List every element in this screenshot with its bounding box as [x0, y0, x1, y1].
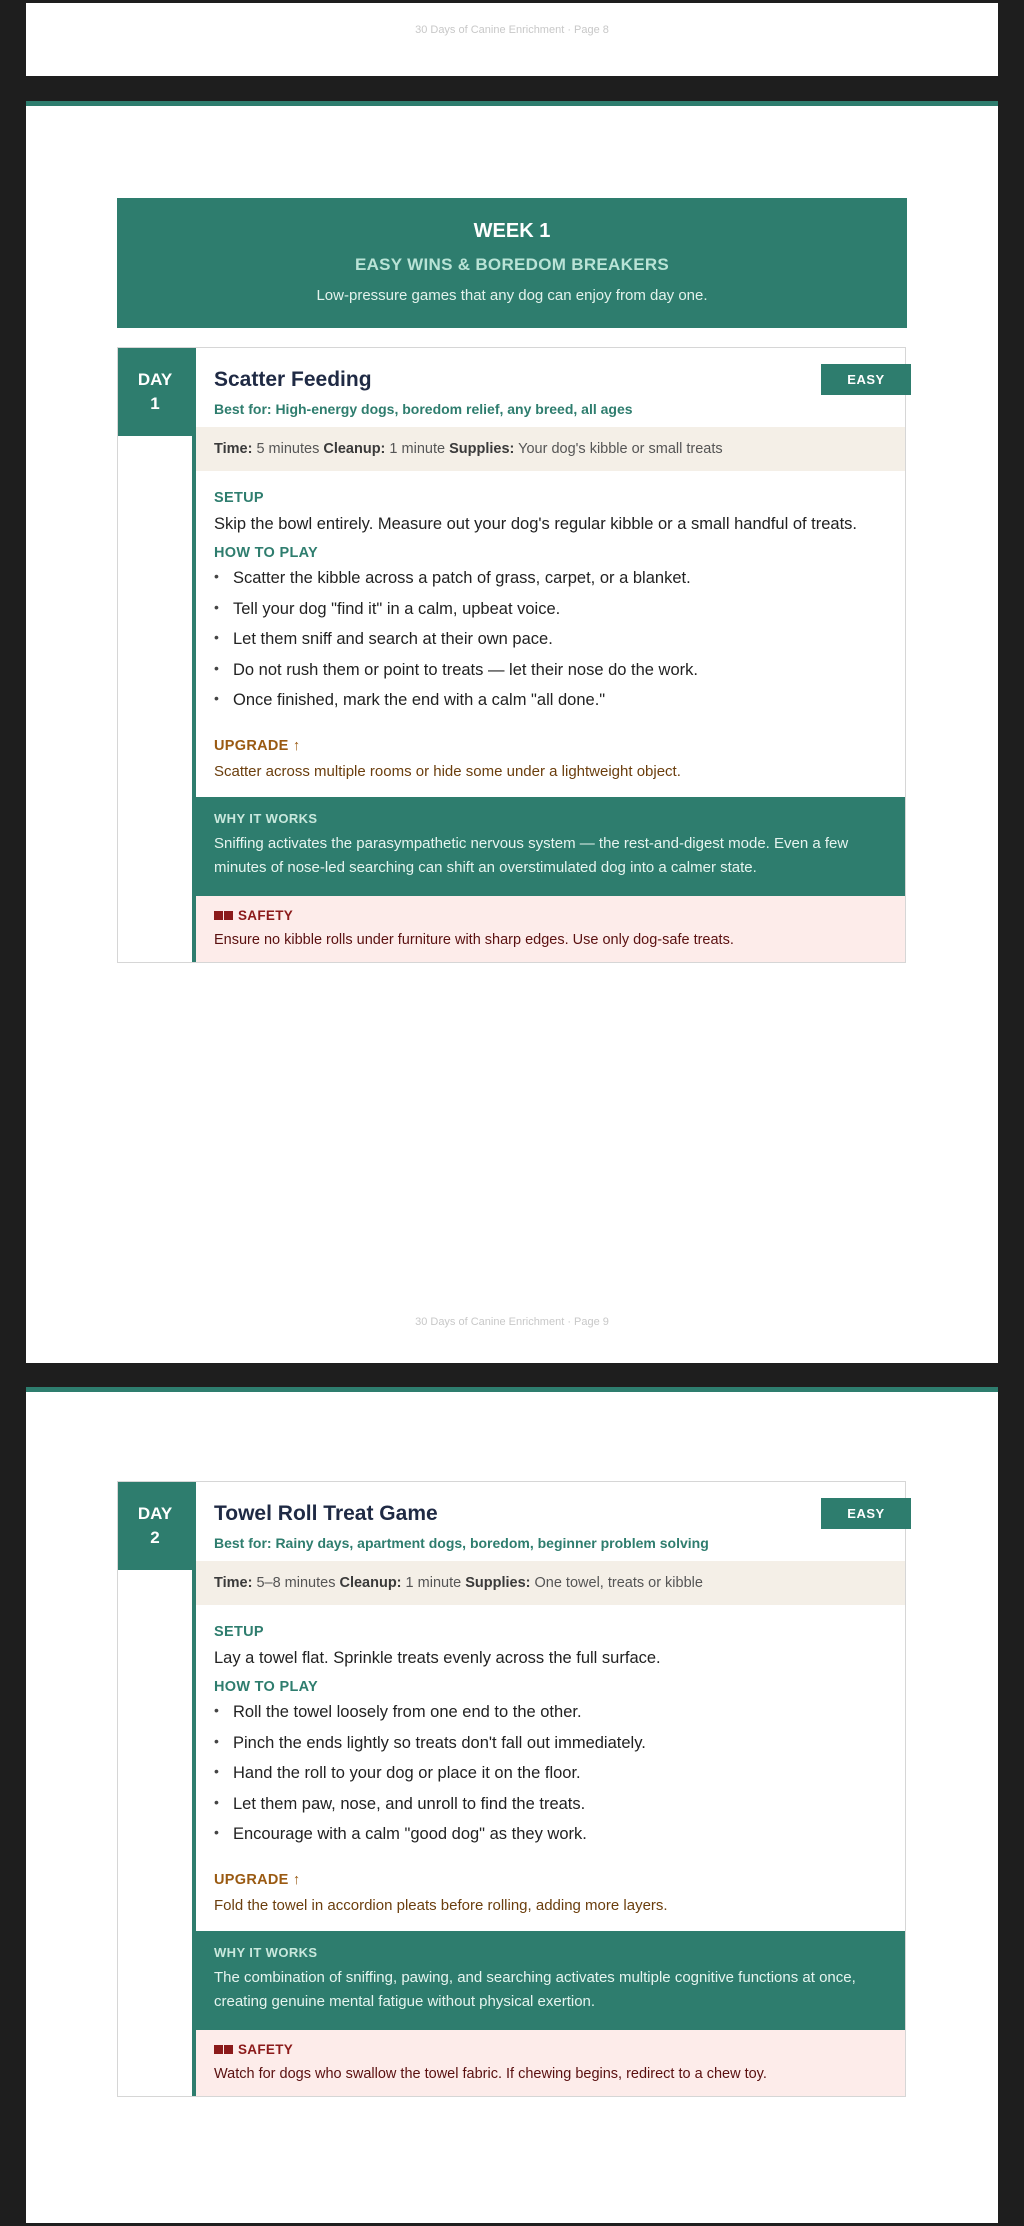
activity-title: Towel Roll Treat Game	[214, 1502, 438, 1525]
day-card-1	[117, 347, 906, 963]
day-card-2	[117, 1481, 906, 2097]
time-label: Time:	[214, 1575, 253, 1591]
step-item	[214, 1795, 905, 1826]
card-rail	[118, 1482, 196, 2096]
step-text: Do not rush them or point to treats — let their nose do the work.	[233, 660, 698, 679]
day-number: 1	[150, 394, 160, 413]
meta-bar	[196, 427, 905, 471]
setup-heading: SETUP	[214, 490, 264, 506]
safety-heading	[214, 2042, 887, 2057]
how-to-play-heading: HOW TO PLAY	[214, 545, 319, 561]
bullet-icon: •	[214, 1763, 219, 1779]
step-text: Scatter the kibble across a patch of grass, carpet, or a blanket.	[233, 569, 691, 587]
week-title: WEEK 1	[473, 220, 551, 242]
bullet-icon: •	[214, 1732, 219, 1749]
bullet-icon: •	[214, 1824, 219, 1840]
cleanup-value: 1 minute	[389, 441, 446, 457]
step-item	[214, 1734, 905, 1765]
step-item	[214, 661, 905, 692]
bullet-icon: •	[214, 629, 219, 645]
day-number-box	[118, 1482, 192, 1570]
why-text: Sniffing activates the parasympathetic nervous system — the rest-and-digest mode. Even a few minutes of nose-led searching can shift an overstimulated dog into a calmer state.	[214, 834, 849, 876]
safety-panel	[196, 896, 905, 962]
best-for: Best for: Rainy days, apartment dogs, boredom, beginner problem solving	[214, 1535, 709, 1551]
steps-list	[196, 1703, 905, 1856]
cleanup-value: 1 minute	[405, 1575, 462, 1591]
step-item	[214, 691, 905, 722]
difficulty-badge: EASY	[821, 364, 911, 395]
safety-panel	[196, 2030, 905, 2096]
time-value: 5 minutes	[256, 441, 320, 457]
step-text: Hand the roll to your dog or place it on the floor.	[233, 1764, 581, 1782]
step-item	[214, 630, 905, 661]
bullet-icon: •	[214, 659, 219, 676]
supplies-value: One towel, treats or kibble	[534, 1575, 703, 1591]
week-subtitle: EASY WINS & BOREDOM BREAKERS	[354, 255, 670, 274]
day-label: DAY	[137, 370, 173, 389]
step-item	[214, 569, 905, 600]
cleanup-label: Cleanup:	[339, 1575, 402, 1591]
step-text: Encourage with a calm "good dog" as they work.	[233, 1825, 587, 1843]
card-rail	[118, 348, 196, 962]
day-number: 2	[150, 1528, 160, 1547]
bullet-icon: •	[214, 1702, 219, 1718]
step-text: Let them sniff and search at their own pace.	[233, 630, 553, 648]
upgrade-heading: UPGRADE ↑	[214, 1871, 301, 1888]
page-10	[26, 1387, 998, 2223]
time-label: Time:	[214, 441, 253, 457]
upgrade-text: Scatter across multiple rooms or hide some under a lightweight object.	[214, 762, 681, 780]
step-item	[214, 1764, 905, 1795]
setup-heading: SETUP	[214, 1624, 264, 1640]
safety-label: SAFETY	[238, 2041, 294, 2057]
why-heading: WHY IT WORKS	[214, 1944, 318, 1960]
warning-icon	[214, 911, 234, 920]
why-text: The combination of sniffing, pawing, and searching activates multiple cognitive functions at once, creating genuine mental fatigue without physical exertion.	[214, 1968, 856, 2010]
warning-icon	[214, 2045, 234, 2054]
step-item	[214, 1825, 905, 1856]
why-it-works-panel	[196, 797, 905, 896]
cleanup-label: Cleanup:	[323, 441, 386, 457]
upgrade-heading: UPGRADE ↑	[214, 737, 301, 754]
week-description: Low-pressure games that any dog can enjoy from day one.	[316, 287, 708, 304]
page-9	[26, 101, 998, 1363]
steps-list	[196, 569, 905, 722]
why-it-works-panel	[196, 1931, 905, 2030]
supplies-label: Supplies:	[465, 1575, 531, 1591]
day-label: DAY	[137, 1504, 173, 1523]
best-for: Best for: High-energy dogs, boredom relief, any breed, all ages	[214, 401, 633, 417]
page-8	[26, 3, 998, 76]
setup-text: Lay a towel flat. Sprinkle treats evenly across the full surface.	[214, 1649, 661, 1667]
week-banner	[117, 198, 907, 328]
page-footer: 30 Days of Canine Enrichment · Page 9	[415, 1316, 609, 1328]
step-text: Once finished, mark the end with a calm "all done."	[233, 691, 606, 709]
why-heading: WHY IT WORKS	[214, 810, 318, 826]
setup-text: Skip the bowl entirely. Measure out your dog's regular kibble or a small handful of treats.	[214, 515, 858, 533]
supplies-label: Supplies:	[449, 441, 515, 457]
safety-text: Watch for dogs who swallow the towel fabric. If chewing begins, redirect to a chew toy.	[214, 2065, 767, 2082]
difficulty-badge: EASY	[821, 1498, 911, 1529]
bullet-icon: •	[214, 690, 219, 706]
safety-heading	[214, 908, 887, 923]
day-number-box	[118, 348, 192, 436]
bullet-icon: •	[214, 1793, 219, 1810]
meta-bar	[196, 1561, 905, 1605]
activity-title: Scatter Feeding	[214, 368, 372, 391]
step-item	[214, 600, 905, 631]
safety-label: SAFETY	[238, 907, 294, 923]
bullet-icon: •	[214, 568, 219, 584]
time-value: 5–8 minutes	[256, 1575, 336, 1591]
step-text: Tell your dog "find it" in a calm, upbeat voice.	[233, 599, 561, 618]
supplies-value: Your dog's kibble or small treats	[518, 441, 723, 457]
upgrade-text: Fold the towel in accordion pleats before rolling, adding more layers.	[214, 1896, 668, 1914]
safety-text: Ensure no kibble rolls under furniture with sharp edges. Use only dog-safe treats.	[214, 931, 734, 948]
step-text: Let them paw, nose, and unroll to find the treats.	[233, 1794, 586, 1813]
page-footer: 30 Days of Canine Enrichment · Page 8	[415, 24, 609, 36]
step-item	[214, 1703, 905, 1734]
how-to-play-heading: HOW TO PLAY	[214, 1679, 319, 1695]
step-text: Pinch the ends lightly so treats don't fall out immediately.	[233, 1733, 646, 1752]
step-text: Roll the towel loosely from one end to the other.	[233, 1703, 582, 1721]
bullet-icon: •	[214, 598, 219, 615]
